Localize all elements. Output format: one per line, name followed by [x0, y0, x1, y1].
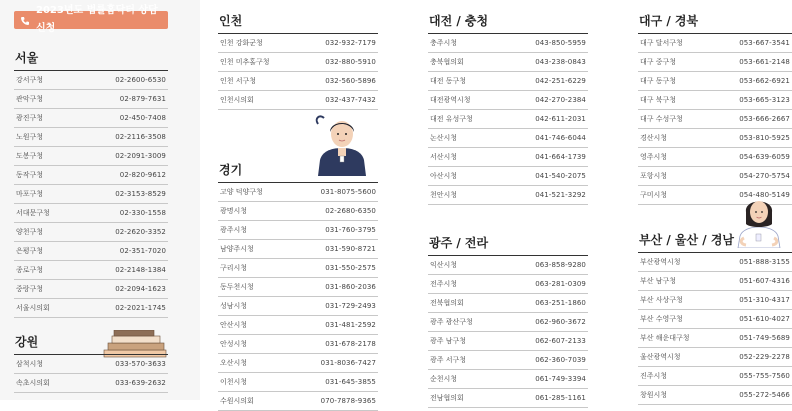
office-name: 대구 수성구청	[640, 115, 683, 123]
office-name: 대구 달서구청	[640, 39, 683, 47]
office-name: 강서구청	[16, 76, 44, 84]
office-name: 오산시청	[220, 359, 248, 367]
section-title: 서울	[14, 49, 168, 71]
office-row	[218, 72, 378, 91]
office-name: 부산 사상구청	[640, 296, 683, 304]
office-name: 동작구청	[16, 171, 44, 179]
office-phone: 051-610-4027	[739, 315, 790, 323]
office-list	[428, 256, 588, 408]
office-name: 마포구청	[16, 190, 44, 198]
office-row	[14, 355, 168, 374]
office-name: 영주시청	[640, 153, 668, 161]
office-row	[428, 91, 588, 110]
office-name: 전주시청	[430, 280, 458, 288]
office-row	[14, 71, 168, 90]
office-phone: 02-2091-3009	[115, 152, 166, 160]
office-phone: 033-639-2632	[115, 379, 166, 387]
column-seoul-gangwon	[0, 0, 200, 400]
office-phone: 062-607-2133	[535, 337, 586, 345]
office-row	[14, 223, 168, 242]
office-name: 광주 남구청	[430, 337, 467, 345]
office-row	[14, 109, 168, 128]
office-name: 대구 중구청	[640, 58, 677, 66]
office-row	[428, 110, 588, 129]
office-phone: 02-2021-1745	[115, 304, 166, 312]
office-list	[638, 34, 792, 205]
office-phone: 052-229-2278	[739, 353, 790, 361]
office-row	[14, 374, 168, 393]
office-row	[428, 167, 588, 186]
office-name: 이천시청	[220, 378, 248, 386]
office-row	[428, 275, 588, 294]
office-row	[428, 389, 588, 408]
office-row	[638, 91, 792, 110]
office-row	[428, 53, 588, 72]
section-title: 인천	[218, 12, 378, 34]
office-row	[14, 280, 168, 299]
office-phone: 031-8036-7427	[320, 359, 376, 367]
office-row	[638, 34, 792, 53]
office-name: 대전 동구청	[430, 77, 467, 85]
office-name: 순천시청	[430, 375, 458, 383]
office-phone: 041-521-3292	[535, 191, 586, 199]
office-name: 전북협의회	[430, 299, 464, 307]
office-name: 포항시청	[640, 172, 668, 180]
office-row	[218, 373, 378, 392]
office-phone: 051-607-4316	[739, 277, 790, 285]
office-name: 진주시청	[640, 372, 668, 380]
office-phone: 054-270-5754	[739, 172, 790, 180]
office-name: 속초시의회	[16, 379, 50, 387]
office-row	[428, 129, 588, 148]
office-name: 성남시청	[220, 302, 248, 310]
office-name: 충북협의회	[430, 58, 464, 66]
office-name: 삼척시청	[16, 360, 44, 368]
office-row	[218, 183, 378, 202]
office-name: 대구 북구청	[640, 96, 677, 104]
office-row	[638, 129, 792, 148]
section-seoul	[14, 49, 168, 318]
office-row	[428, 294, 588, 313]
office-phone: 051-888-3155	[739, 258, 790, 266]
office-phone: 041-540-2075	[535, 172, 586, 180]
office-name: 동두천시청	[220, 283, 254, 291]
office-phone: 051-310-4317	[739, 296, 790, 304]
office-row	[428, 72, 588, 91]
office-phone: 031-860-2036	[325, 283, 376, 291]
section-title: 강원	[14, 333, 168, 355]
office-name: 대전 유성구청	[430, 115, 473, 123]
office-name: 부산광역시청	[640, 258, 681, 266]
office-name: 고양 덕양구청	[220, 188, 263, 196]
office-row	[14, 299, 168, 318]
office-name: 은평구청	[16, 247, 44, 255]
office-name: 구리시청	[220, 264, 248, 272]
section-title: 대전 / 충청	[428, 12, 588, 34]
office-name: 울산광역시청	[640, 353, 681, 361]
office-row	[638, 310, 792, 329]
office-row	[14, 204, 168, 223]
office-phone: 02-2116-3508	[115, 133, 166, 141]
office-phone: 02-820-9612	[119, 171, 166, 179]
office-row	[218, 392, 378, 411]
office-phone: 02-2148-1384	[115, 266, 166, 274]
office-name: 충주시청	[430, 39, 458, 47]
section-gwangju	[428, 234, 588, 408]
office-name: 아산시청	[430, 172, 458, 180]
office-phone: 070-7878-9365	[320, 397, 376, 405]
office-name: 인천 강화군청	[220, 39, 263, 47]
office-phone: 031-590-8721	[325, 245, 376, 253]
office-name: 익산시청	[430, 261, 458, 269]
office-phone: 062-960-3672	[535, 318, 586, 326]
office-phone: 032-932-7179	[325, 39, 376, 47]
section-title: 광주 / 전라	[428, 234, 588, 256]
office-phone: 061-285-1161	[535, 394, 586, 402]
office-phone: 042-611-2031	[535, 115, 586, 123]
office-row	[14, 242, 168, 261]
office-row	[218, 354, 378, 373]
office-name: 전남협의회	[430, 394, 464, 402]
office-row	[14, 166, 168, 185]
office-list	[428, 34, 588, 205]
office-row	[428, 256, 588, 275]
section-gyeonggi	[218, 161, 378, 411]
office-row	[218, 316, 378, 335]
office-name: 안산시청	[220, 321, 248, 329]
office-phone: 055-755-7560	[739, 372, 790, 380]
office-phone: 053-661-2148	[739, 58, 790, 66]
office-phone: 041-664-1739	[535, 153, 586, 161]
office-phone: 053-810-5925	[739, 134, 790, 142]
office-phone: 055-272-5466	[739, 391, 790, 399]
office-phone: 031-481-2592	[325, 321, 376, 329]
office-name: 부산 수영구청	[640, 315, 683, 323]
office-row	[428, 313, 588, 332]
office-phone: 02-879-7631	[119, 95, 166, 103]
office-phone: 054-639-6059	[739, 153, 790, 161]
office-row	[218, 53, 378, 72]
office-phone: 031-8075-5600	[320, 188, 376, 196]
office-phone: 031-645-3855	[325, 378, 376, 386]
office-name: 서대문구청	[16, 209, 50, 217]
office-row	[638, 167, 792, 186]
section-daejeon	[428, 12, 588, 205]
office-row	[428, 332, 588, 351]
office-phone: 033-570-3633	[115, 360, 166, 368]
office-row	[638, 329, 792, 348]
office-name: 논산시청	[430, 134, 458, 142]
section-title: 대구 / 경북	[638, 12, 792, 34]
office-phone: 02-2620-3352	[115, 228, 166, 236]
office-name: 광진구청	[16, 114, 44, 122]
office-phone: 063-281-0309	[535, 280, 586, 288]
office-phone: 031-760-3795	[325, 226, 376, 234]
office-name: 광명시청	[220, 207, 248, 215]
section-title: 경기	[218, 161, 378, 183]
office-list	[14, 71, 168, 318]
office-name: 수원시의회	[220, 397, 254, 405]
office-row	[638, 272, 792, 291]
office-phone: 02-3153-8529	[115, 190, 166, 198]
office-name: 광주 광산구청	[430, 318, 473, 326]
office-row	[218, 221, 378, 240]
section-busan	[638, 231, 792, 405]
office-row	[638, 291, 792, 310]
office-row	[14, 147, 168, 166]
office-name: 광주 서구청	[430, 356, 467, 364]
consultation-banner	[14, 5, 168, 34]
office-phone: 063-858-9280	[535, 261, 586, 269]
office-row	[428, 351, 588, 370]
office-name: 창원시청	[640, 391, 668, 399]
office-row	[14, 185, 168, 204]
office-phone: 031-550-2575	[325, 264, 376, 272]
office-row	[14, 261, 168, 280]
office-phone: 041-746-6044	[535, 134, 586, 142]
office-name: 노원구청	[16, 133, 44, 141]
office-phone: 02-2600-6530	[115, 76, 166, 84]
office-row	[638, 253, 792, 272]
office-name: 관악구청	[16, 95, 44, 103]
office-phone: 043-238-0843	[535, 58, 586, 66]
section-incheon	[218, 12, 378, 110]
office-name: 대구 동구청	[640, 77, 677, 85]
office-phone: 053-665-3123	[739, 96, 790, 104]
office-phone: 042-251-6229	[535, 77, 586, 85]
office-phone: 032-437-7432	[325, 96, 376, 104]
office-row	[218, 34, 378, 53]
office-name: 천안시청	[430, 191, 458, 199]
office-phone: 032-560-5896	[325, 77, 376, 85]
office-row	[218, 259, 378, 278]
office-name: 서울시의회	[16, 304, 50, 312]
office-phone: 054-480-5149	[739, 191, 790, 199]
office-row	[14, 128, 168, 147]
office-row	[638, 148, 792, 167]
phone-icon	[20, 15, 30, 25]
office-row	[638, 72, 792, 91]
office-phone: 032-880-5910	[325, 58, 376, 66]
section-title: 부산 / 울산 / 경남	[638, 231, 792, 253]
office-row	[14, 90, 168, 109]
office-name: 중랑구청	[16, 285, 44, 293]
office-phone: 063-251-1860	[535, 299, 586, 307]
office-list	[14, 355, 168, 393]
office-name: 안성시청	[220, 340, 248, 348]
office-name: 대전광역시청	[430, 96, 471, 104]
office-row	[218, 297, 378, 316]
office-phone: 042-270-2384	[535, 96, 586, 104]
office-name: 인천 서구청	[220, 77, 257, 85]
banner-title: 2023년도 법률홈닥터 상담 신청	[36, 5, 158, 34]
office-name: 인천시의회	[220, 96, 254, 104]
office-phone: 02-330-1558	[119, 209, 166, 217]
office-name: 광주시청	[220, 226, 248, 234]
office-phone: 02-450-7408	[119, 114, 166, 122]
office-phone: 062-360-7039	[535, 356, 586, 364]
office-name: 구미시청	[640, 191, 668, 199]
office-row	[428, 148, 588, 167]
office-row	[638, 348, 792, 367]
office-row	[428, 370, 588, 389]
office-row	[218, 202, 378, 221]
section-daegu	[638, 12, 792, 205]
office-row	[638, 367, 792, 386]
office-phone: 051-749-5689	[739, 334, 790, 342]
office-row	[218, 240, 378, 259]
office-row	[638, 53, 792, 72]
office-row	[218, 278, 378, 297]
office-name: 양천구청	[16, 228, 44, 236]
office-phone: 043-850-5959	[535, 39, 586, 47]
office-name: 경산시청	[640, 134, 668, 142]
office-name: 부산 해운대구청	[640, 334, 690, 342]
office-name: 부산 남구청	[640, 277, 677, 285]
office-list	[218, 34, 378, 110]
office-name: 도봉구청	[16, 152, 44, 160]
office-row	[638, 386, 792, 405]
office-name: 남양주시청	[220, 245, 254, 253]
section-gangwon	[14, 333, 168, 393]
office-phone: 053-666-2667	[739, 115, 790, 123]
office-phone: 061-749-3394	[535, 375, 586, 383]
office-name: 서산시청	[430, 153, 458, 161]
office-row	[428, 186, 588, 205]
office-row	[218, 335, 378, 354]
office-row	[218, 91, 378, 110]
office-phone: 053-662-6921	[739, 77, 790, 85]
office-phone: 053-667-3541	[739, 39, 790, 47]
office-phone: 02-351-7020	[119, 247, 166, 255]
office-phone: 031-678-2178	[325, 340, 376, 348]
office-row	[428, 34, 588, 53]
office-list	[638, 253, 792, 405]
office-phone: 02-2680-6350	[325, 207, 376, 215]
office-name: 종로구청	[16, 266, 44, 274]
office-name: 인천 미추홀구청	[220, 58, 270, 66]
office-list	[218, 183, 378, 411]
office-row	[638, 110, 792, 129]
office-phone: 02-2094-1623	[115, 285, 166, 293]
office-phone: 031-729-2493	[325, 302, 376, 310]
